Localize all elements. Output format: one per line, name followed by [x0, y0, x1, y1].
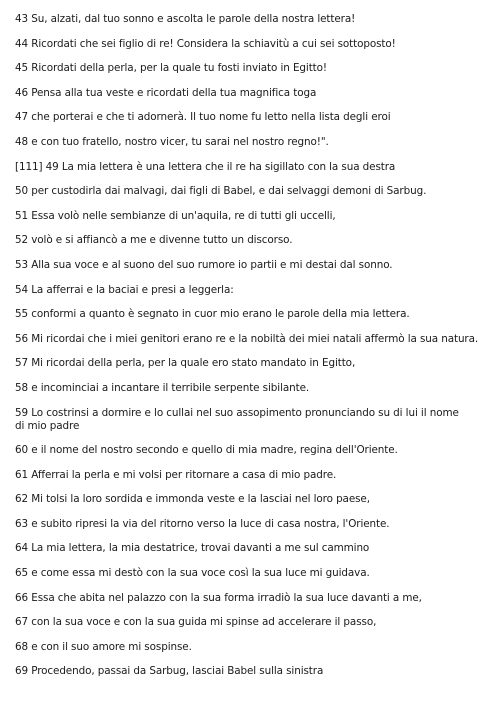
text-line-69: 69 Procedendo, passai da Sarbug, lasciai Babel sulla sinistra — [15, 665, 324, 678]
text-line-57: 57 Mi ricordai della perla, per la quale ero stato mandato in Egitto, — [15, 357, 356, 370]
text-line-44: 44 Ricordati che sei figlio di re! Considera la schiavitù a cui sei sottoposto! — [15, 37, 396, 50]
text-line-51: 51 Essa volò nelle sembianze di un'aquila, re di tutti gli uccelli, — [15, 209, 336, 222]
text-line-47: 47 che porterai e che ti adornerà. Il tuo nome fu letto nella lista degli eroi — [15, 111, 391, 124]
text-line-58: 58 e incominciai a incantare il terribile serpente sibilante. — [15, 381, 310, 394]
text-line-53: 53 Alla sua voce e al suono del suo rumore io partii e mi destai dal sonno. — [15, 258, 393, 271]
text-line-56: 56 Mi ricordai che i miei genitori erano re e la nobiltà dei miei natali affermò la sua natura. — [15, 332, 479, 345]
text-line-64: 64 La mia lettera, la mia destatrice, trovai davanti a me sul cammino — [15, 542, 370, 555]
text-line-50: 50 per custodirla dai malvagi, dai figli di Babel, e dai selvaggi demoni di Sarbug. — [15, 185, 427, 198]
text-line-54: 54 La afferrai e la baciai e presi a leggerla: — [15, 283, 234, 296]
text-line-67: 67 con la sua voce e con la sua guida mi spinse ad accelerare il passo, — [15, 616, 377, 629]
text-line-62: 62 Mi tolsi la loro sordida e immonda veste e la lasciai nel loro paese, — [15, 493, 370, 506]
text-line-45: 45 Ricordati della perla, per la quale tu fosti inviato in Egitto! — [15, 62, 327, 75]
text-line-49: [111] 49 La mia lettera è una lettera che il re ha sigillato con la sua destra — [15, 160, 396, 173]
text-line-65: 65 e come essa mi destò con la sua voce così la sua luce mi guidava. — [15, 567, 370, 580]
text-line-59: 59 Lo costrinsi a dormire e lo cullai nel suo assopimento pronunciando su di lui il nome di mio padre — [15, 406, 459, 432]
text-line-55: 55 conformi a quanto è segnato in cuor mio erano le parole della mia lettera. — [15, 308, 410, 321]
text-line-63: 63 e subito ripresi la via del ritorno verso la luce di casa nostra, l'Oriente. — [15, 517, 390, 530]
text-line-43: 43 Su, alzati, dal tuo sonno e ascolta le parole della nostra lettera! — [15, 13, 356, 25]
text-line-68: 68 e con il suo amore mi sospinse. — [15, 640, 192, 653]
text-line-52: 52 volò e si affiancò a me e divenne tutto un discorso. — [15, 234, 293, 247]
text-line-66: 66 Essa che abita nel palazzo con la sua forma irradiò la sua luce davanti a me, — [15, 591, 422, 604]
text-line-48: 48 e con tuo fratello, nostro vicer, tu sarai nel nostro regno!". — [15, 135, 329, 148]
text-line-61: 61 Afferrai la perla e mi volsi per ritornare a casa di mio padre. — [15, 468, 337, 481]
text-line-60: 60 e il nome del nostro secondo e quello di mia madre, regina dell'Oriente. — [15, 444, 398, 457]
text-line-46: 46 Pensa alla tua veste e ricordati della tua magnifica toga — [15, 86, 317, 99]
